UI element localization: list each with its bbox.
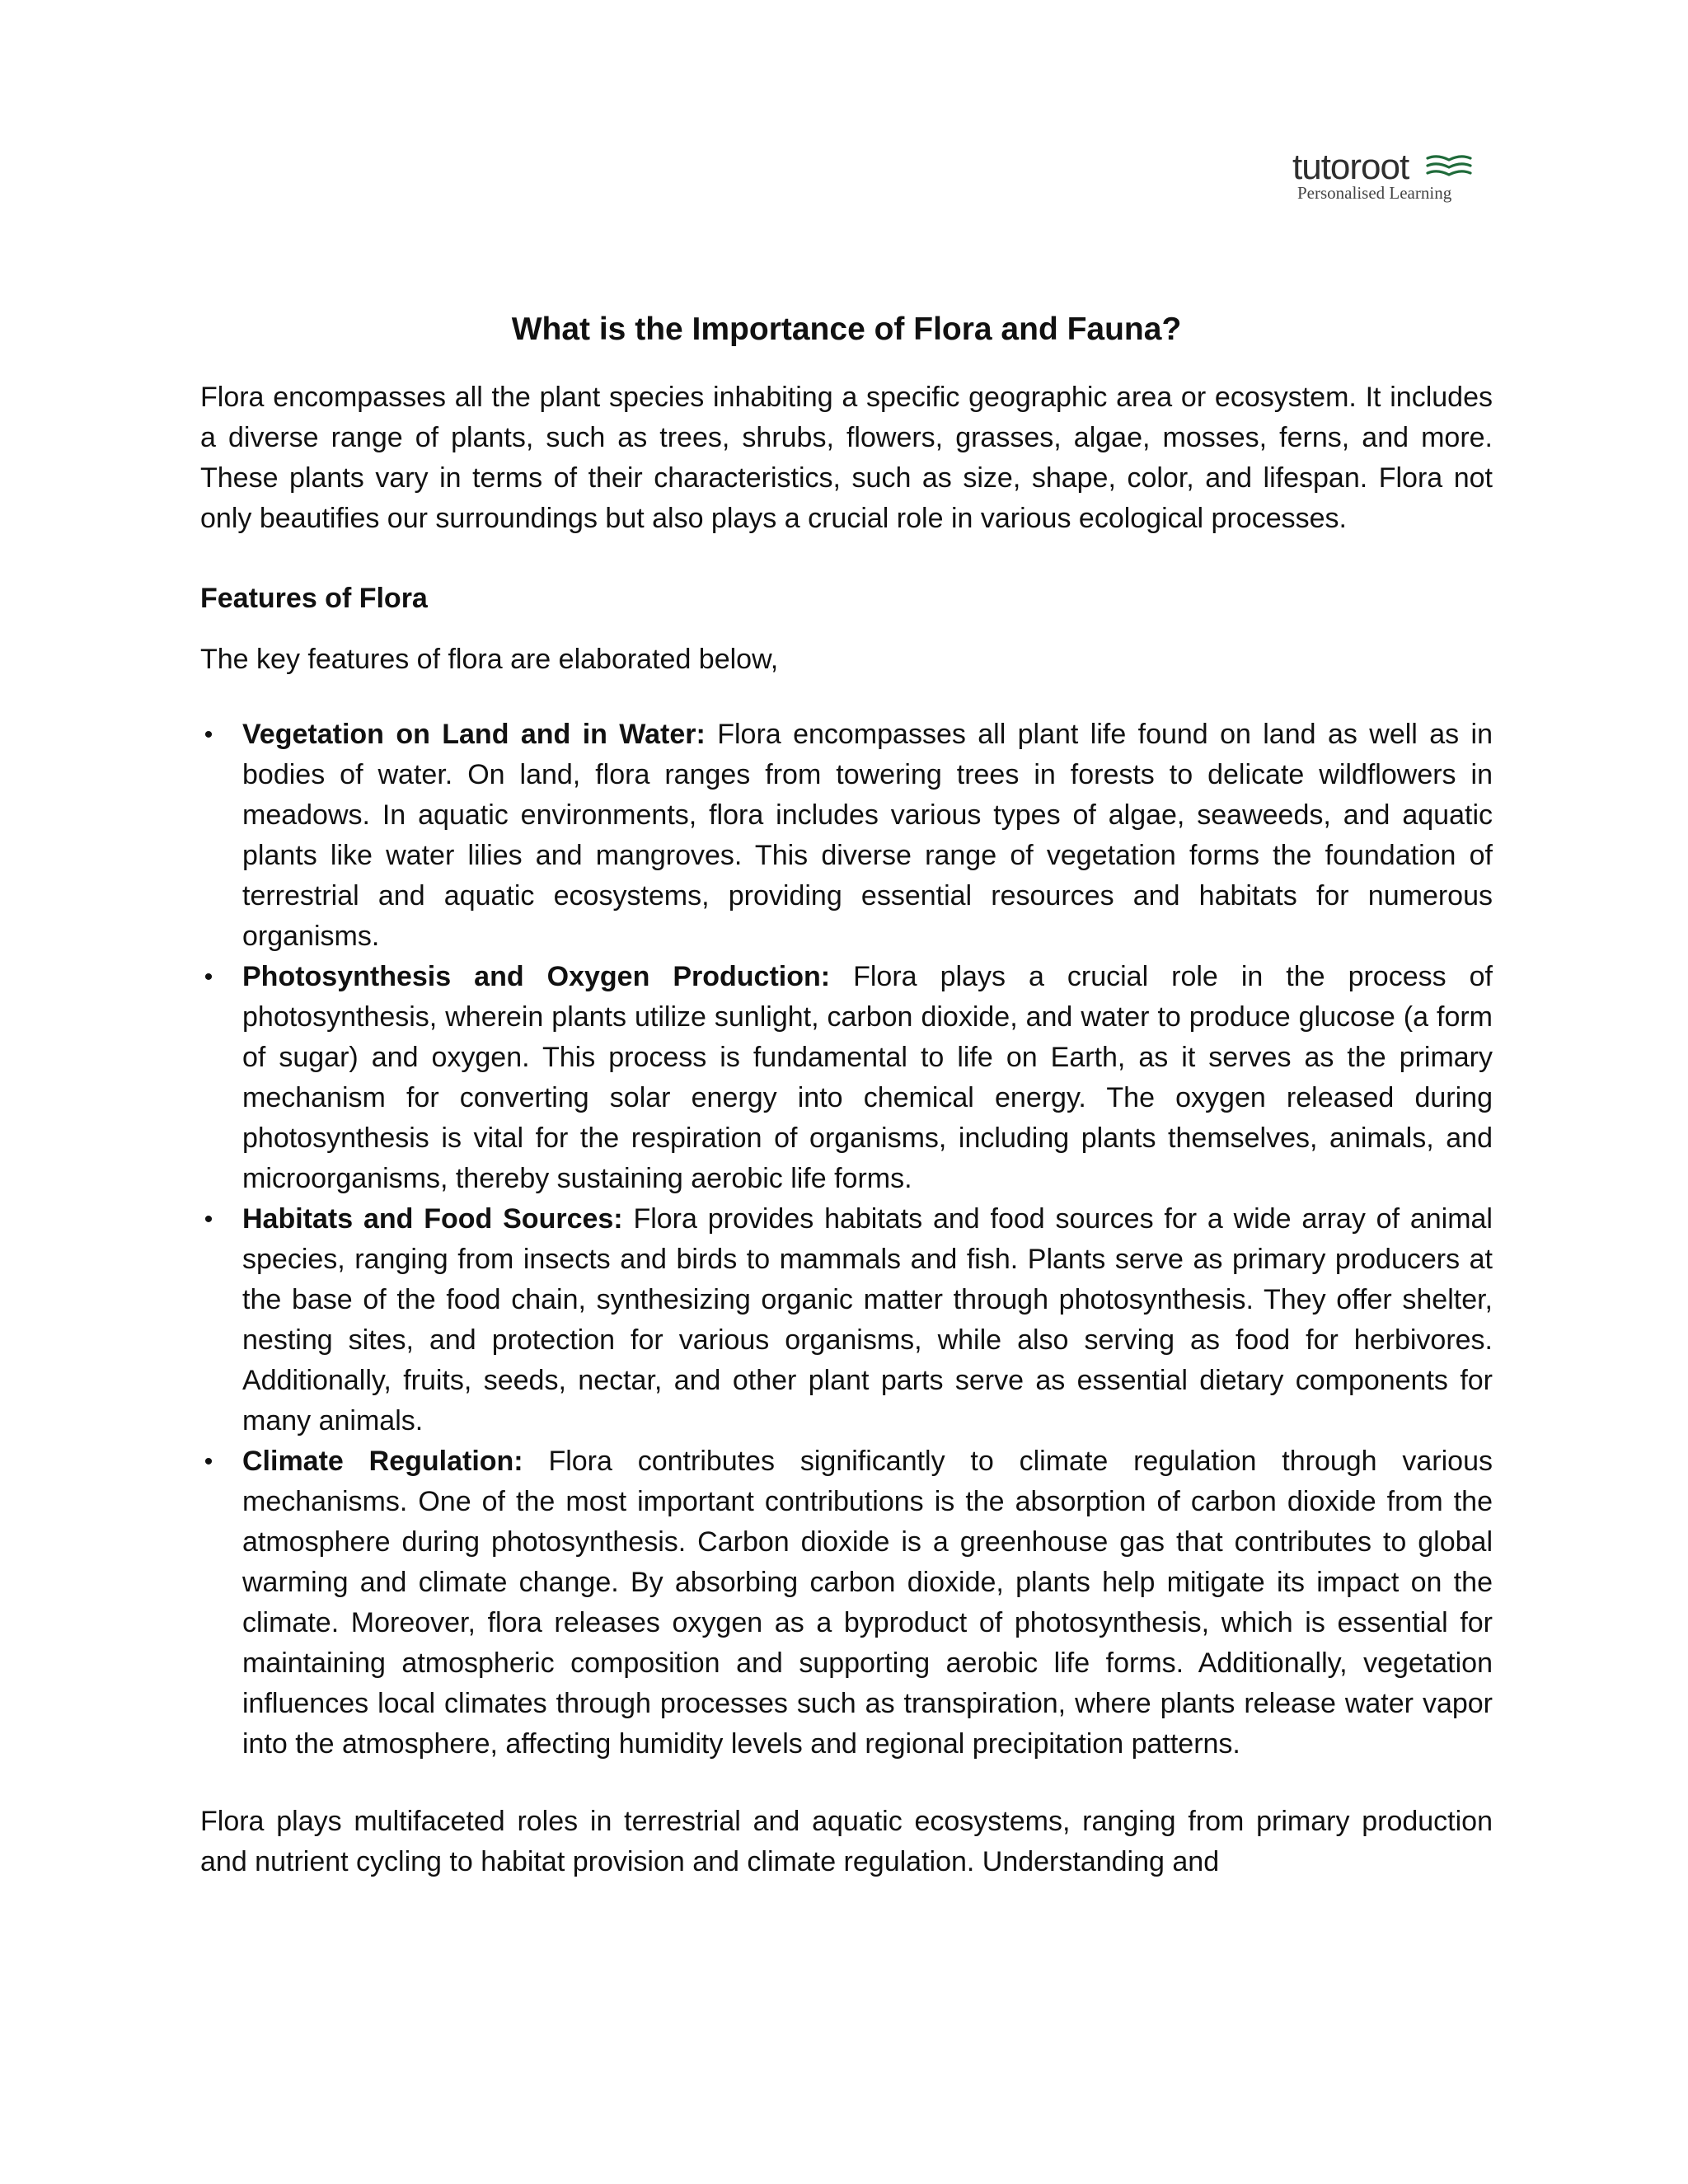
logo-wordmark: tutoroot bbox=[1292, 147, 1409, 187]
list-item-term: Vegetation on Land and in Water: bbox=[242, 719, 706, 750]
features-heading: Features of Flora bbox=[200, 583, 428, 614]
article-body bbox=[200, 307, 1493, 1882]
logo-tagline: Personalised Learning bbox=[1297, 183, 1452, 203]
list-item-text: Flora contributes significantly to climate regulation through various mechanisms. One of the most important contributions is the absorption of carbon dioxide from the atmosphere during photosynthesis. Carbon dioxide is a greenhouse gas that contributes to global warming and climate change. By absorbing carbon dioxide, plants help mitigate its impact on the climate. Moreover, flora releases oxygen as a byproduct of photosynthesis, which is essential for maintaining atmospheric composition and supporting aerobic life forms. Additionally, vegetation influences local climates through processes such as transpiration, where plants release water vapor into the atmosphere, affecting humidity levels and regional precipitation patterns. bbox=[242, 1446, 1493, 1760]
features-list bbox=[200, 715, 1493, 1765]
closing-paragraph: Flora plays multifaceted roles in terrestrial and aquatic ecosystems, ranging from primary production and nutrient cycling to habitat provision and climate regulation. Understanding and bbox=[200, 1806, 1493, 1877]
bullet-icon: • bbox=[204, 963, 213, 991]
list-item-text: Flora encompasses all plant life found on land as well as in bodies of water. On land, flora ranges from towering trees in forests to delicate wildflowers in meadows. In aquatic environments, flora includes various types of algae, seaweeds, and aquatic plants like water lilies and mangroves. This diverse range of vegetation forms the foundation of terrestrial and aquatic ecosystems, providing essential resources and habitats for numerous organisms. bbox=[242, 719, 1493, 952]
list-item-term: Habitats and Food Sources: bbox=[242, 1203, 623, 1235]
list-item-text: Flora provides habitats and food sources for a wide array of animal species, ranging from insects and birds to mammals and fish. Plants serve as primary producers at the base of the food chain, synthesizing organic matter through photosynthesis. They offer shelter, nesting sites, and protection for various organisms, while also serving as food for herbivores. Additionally, fruits, seeds, nectar, and other plant parts serve as essential dietary components for many animals. bbox=[242, 1203, 1493, 1436]
list-item bbox=[200, 1441, 1493, 1765]
list-item bbox=[200, 957, 1493, 1199]
features-lead: The key features of flora are elaborated below, bbox=[200, 644, 779, 675]
bullet-icon: • bbox=[204, 1206, 213, 1233]
page-title: What is the Importance of Flora and Fauna? bbox=[511, 312, 1182, 347]
bullet-icon: • bbox=[204, 721, 213, 748]
bullet-icon: • bbox=[204, 1448, 213, 1475]
list-item-text: Flora plays a crucial role in the process of photosynthesis, wherein plants utilize sunlight, carbon dioxide, and water to produce glucose (a form of sugar) and oxygen. This process is fundamental to life on Earth, as it serves as the primary mechanism for converting solar energy into chemical energy. The oxygen released during photosynthesis is vital for the respiration of organisms, including plants themselves, animals, and microorganisms, thereby sustaining aerobic life forms. bbox=[242, 961, 1493, 1194]
list-item-term: Photosynthesis and Oxygen Production: bbox=[242, 961, 831, 992]
list-item bbox=[200, 715, 1493, 957]
list-item-term: Climate Regulation: bbox=[242, 1446, 523, 1477]
book-pages-icon bbox=[1424, 153, 1474, 181]
brand-logo bbox=[1292, 147, 1482, 204]
list-item bbox=[200, 1199, 1493, 1441]
intro-paragraph: Flora encompasses all the plant species inhabiting a specific geographic area or ecosystem. It includes a diverse range of plants, such as trees, shrubs, flowers, grasses, algae, mosses, ferns, and more. These plants vary in terms of their characteristics, such as size, shape, color, and lifespan. Flora not only beautifies our surroundings but also plays a crucial role in various ecological processes. bbox=[200, 382, 1493, 534]
